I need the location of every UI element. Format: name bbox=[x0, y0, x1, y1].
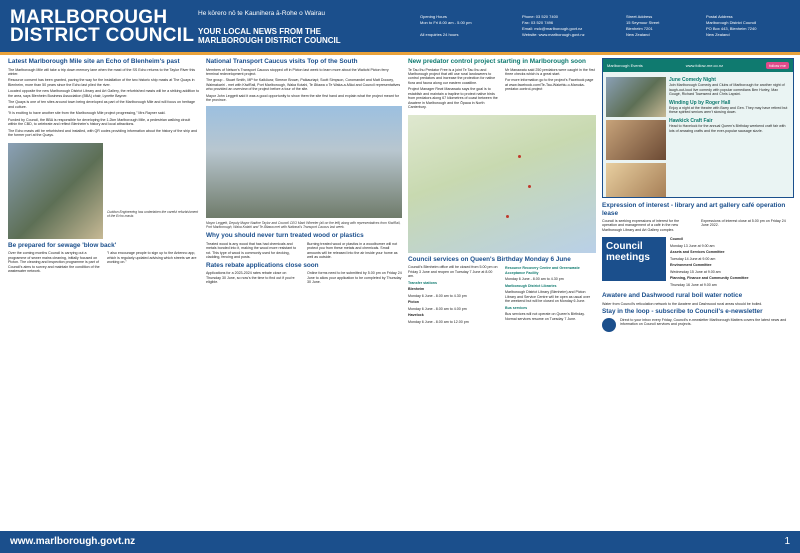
mail-icon bbox=[602, 318, 616, 332]
contact-details: Phone: 03 520 7400 Fax: 03 520 7496 Email: mdc@marlborough.govt.nz Website: www.marlborough.govt.nz bbox=[522, 14, 585, 37]
article-title-newsletter: Stay in the loop - subscribe to Council's e-newsletter bbox=[602, 308, 763, 316]
council-meetings-box: Council meetings bbox=[602, 237, 666, 281]
street-address: Street Address 15 Seymour Street Blenheim 7201 New Zealand bbox=[626, 14, 660, 37]
article-title-boil-water: Awatere and Dashwood rural boil water notice bbox=[602, 292, 743, 300]
follow-me-badge: follow me bbox=[766, 62, 789, 69]
echo-masts-photo bbox=[8, 143, 103, 239]
comedy-night-photo bbox=[606, 77, 666, 117]
footer-website-link[interactable]: www.marlborough.govt.nz bbox=[10, 536, 136, 547]
predator-project-map bbox=[408, 115, 596, 253]
map-marker bbox=[528, 185, 531, 188]
map-marker bbox=[518, 155, 521, 158]
header-divider bbox=[0, 52, 800, 55]
meetings-list: Council Monday 13 June at 9.00 am Assets and Services Committee Tuesday 14 June at 9.00 am Environment Committee Wednesday 15 June at 9.00 am Planning, Finance and Community Committee Thursday 16 June at 9.00 am bbox=[670, 237, 749, 287]
theatre-photo bbox=[606, 120, 666, 160]
page-number: 1 bbox=[784, 536, 790, 547]
craft-fair-photo bbox=[606, 163, 666, 198]
column-4: Marlborough Events www.follow-me.co.nz follow me June Comedy Night Join Marlborough Comedy and Clubs of Marlborough for another night of laugh-out-loud live comedy with popular comedians Ben Hurley, Max Gougé, Richard Townsend and Chris Lapsini. Winding Up by Roger Hall Enjoy a night at the theatre with Barry and Gen. They may have retired but these spirited seniors aren't slowing down. Hawkick Craft Fair Head to Havelock for the annual Queen's Birthday weekend craft fair with lots of amazing crafts and the ever-popular sausage sizzle. Expression of interest - library and art gallery café operation lease Council is seeking expressions of interest for the operation and management of a café in the new Marlborough Library and Art Gallery complex. Expressions of interest close at 5.00 pm on Friday 24 June 2022. Council meetings Council Monday 13 June at 9.00 am Assets and Services Committee Tuesday 14 June at 9.00 am Environment Committee Wednesday 15 June at 9.00 am Planning, Finance and Community Committee Thursday 16 June at 9.00 am Awatere and Dashwood rural boil water notice Water from Council's reticulation network to the Awatere and Dashwood rural areas should be boiled. Stay in the loop - subscribe to Council's e-newsletter Direct to your inbox every Friday, Council's e-newsletter Marlborough Matters covers the latest news and information on Council services and projects. bbox=[602, 58, 794, 529]
column-1: Latest Marlborough Mile site an Echo of Blenheim's past The Marlborough Mile will take a trip down memory lane when the mast of the SS Echo returns to the Taylor River this winter. Resource consent has been granted, paving the way for the installation of the two historic ship masts at The Quays in Blenheim, more than 50 years since the Echo last plied the river. Located opposite the new Marlborough District Library and Art Gallery, the refurbished masts will be a striking addition to the area, says Blenheim Business Association (BBA) chair, Lynette Bayner. The Quays is one of ten sites around town being developed as part of the Marlborough Mile and will focus on heritage and culture. "It is exciting to have another site from the Marlborough Mile project progressing," Mrs Rayner said. Funded by Council, the BBA is responsible for developing the 1.2km Marlborough Mile, a pedestrian walking circuit within the CBD, to celebrate and reflect Blenheim's history and local attractions. The Echo masts will be refurbished and installed, with QR codes providing information about the history of the ship and the former port at the Quays. Cuddon Engineering has undertaken the careful refurbishment of the Echo masts Be prepared for sewage 'blow back' Over the coming months Council is carrying out a programme of sewer mains cleaning, initially focused on Picton. The cleaning and inspection programme is part of Council's aims to survey and maintain the condition of the wastewater network. "I also encourage people to sign up to the Antenno app, which is regularly updated advising which streets we are working on." bbox=[8, 58, 200, 274]
council-logo[interactable]: MARLBOROUGH DISTRICT COUNCIL bbox=[10, 7, 195, 46]
events-box: Marlborough Events www.follow-me.co.nz follow me June Comedy Night Join Marlborough Comedy and Clubs of Marlborough for another night of laugh-out-loud live comedy with popular comedians Ben Hurley, Max Gougé, Richard Townsend and Chris Lapsini. Winding Up by Roger Hall Enjoy a night at the theatre with Barry and Gen. They may have retired but these spirited seniors aren't slowing down. Hawkick Craft Fair Head to Havelock for the annual Queen's Birthday weekend craft fair with lots of amazing crafts and the ever-popular sausage sizzle. bbox=[602, 58, 794, 198]
article-title-transport-caucus: National Transport Caucus visits Top of the South bbox=[206, 58, 358, 65]
map-marker bbox=[506, 215, 509, 218]
article-title-cafe-lease: Expression of interest - library and art gallery café operation lease bbox=[602, 202, 786, 217]
tagline: YOUR LOCAL NEWS FROM THE MARLBOROUGH DISTRICT COUNCIL bbox=[198, 27, 341, 45]
article-title-marlborough-mile: Latest Marlborough Mile site an Echo of Blenheim's past bbox=[8, 58, 180, 65]
events-url[interactable]: www.follow-me.co.nz bbox=[685, 63, 724, 68]
postal-address: Postal Address Marlborough District Council PO Box 443, Blenheim 7240 New Zealand bbox=[706, 14, 757, 37]
events-label: Marlborough Events bbox=[607, 63, 643, 68]
transport-caucus-photo bbox=[206, 106, 402, 218]
article-title-sewage: Be prepared for sewage 'blow back' bbox=[8, 241, 117, 249]
column-3: New predator control project starting in Marlborough soon Te Tau Ihu Predator Free is a joint Te Tau Ihu and Marlborough project that will use rural landowners to control predators and increase the protection for native flora and fauna along our eastern coastline. Project Manager Rewi Manawatu says the goal is to establish and maintain a trapline to protect native birds from predators along 67 kilometres of coast between the Awatere in Marlborough and the Ōpaoa in North Canterbury. Mr Manawatu said 250 predators were caught in the first three checks which is a great start. For more information go to the project's Facebook page at www.facebook.com/Te-Tau-Waiwhiu-o-Manuka-predator-control-project Council services on Queen's Birthday Monday 6 June Council's Blenheim office will be closed from 5.00 pm on Friday 3 June and reopen on Tuesday 7 June at 8.00 am. Transfer stations Blenheim Monday 6 June - 8.00 am to 4.30 pm Picton Monday 6 June - 8.00 am to 4.00 pm Havelock Monday 6 June - 8.00 am to 12.00 pm Resource Recovery Centre and Greenwaste Acceptance Facility Monday 6 June - 8.00 am to 4.30 pm Marlborough District Libraries Marlborough District Library (Blenheim) and Picton Library and Service Centre will be open as usual over the weekend but will be closed on Monday 6 June. Bus services Bus services will not operate on Queen's Birthday. Normal services resume on Tuesday 7 June. bbox=[408, 58, 595, 324]
article-title-queens-birthday: Council services on Queen's Birthday Monday 6 June bbox=[408, 255, 571, 263]
masthead bbox=[0, 0, 800, 52]
column-2: National Transport Caucus visits Top of the South Members of Nelson's Transport Caucus stopped off in Picton last week to learn more about the Waitohi Picton ferry terminal redevelopment project. The group - Stuart Smith, MP for Kaikōura; Simeon Brown, Paikauriapi; Scott Simpson, Coromandel and Matt Doocey, Waimakariri - met with KiwiRail, Port Marlborough, Waka Kotahi, Te Ātiawa o Te Waka-a-Māui and Council representatives who provided an overview of the project before a tour of the site. Mayor John Leggett said it was a good opportunity to show them the site first hand and explain what the project meant for the province. Mayor Leggett, Deputy Mayor Nadine Taylor and Council CEO Mark Wheeler (all on the left) along with representatives from KiwiRail, Port Marlborough, Waka Kotahi and Te Ātiawa met with National's Transport Caucus last week. Why you should never turn treated wood or plastics Treated wood is any wood that has had chemicals and metals bonded into it, making the wood more resistant to rot. This type of wood is commonly used for decking, cladding, fencing and posts. Burning treated wood or plastics in a woodburner will not protect you from these metals and chemicals. Small amounts will be released into the air inside your home as well as outside. Rates rebate applications close soon Applications for a 2023-2024 rates rebate close on Thursday 30 June, so now's the time to find out if you're eligible. Online forms need to be submitted by 5.00 pm on Friday 24 June to allow your application to be completed by Thursday 30 June. bbox=[206, 58, 402, 285]
maori-name: He kōrero nō te Kaunihera ā-Rohe o Wairau bbox=[198, 10, 325, 17]
footer-bar bbox=[0, 531, 800, 553]
article-title-treated-wood: Why you should never turn treated wood or plastics bbox=[206, 232, 364, 240]
article-title-predator-control: New predator control project starting in Marlborough soon bbox=[408, 58, 586, 65]
opening-hours: Opening Hours Mon to Fri 8.00 am - 5.00 pm All enquiries 24 hours bbox=[420, 14, 472, 37]
article-title-rates-rebate: Rates rebate applications close soon bbox=[206, 261, 319, 269]
